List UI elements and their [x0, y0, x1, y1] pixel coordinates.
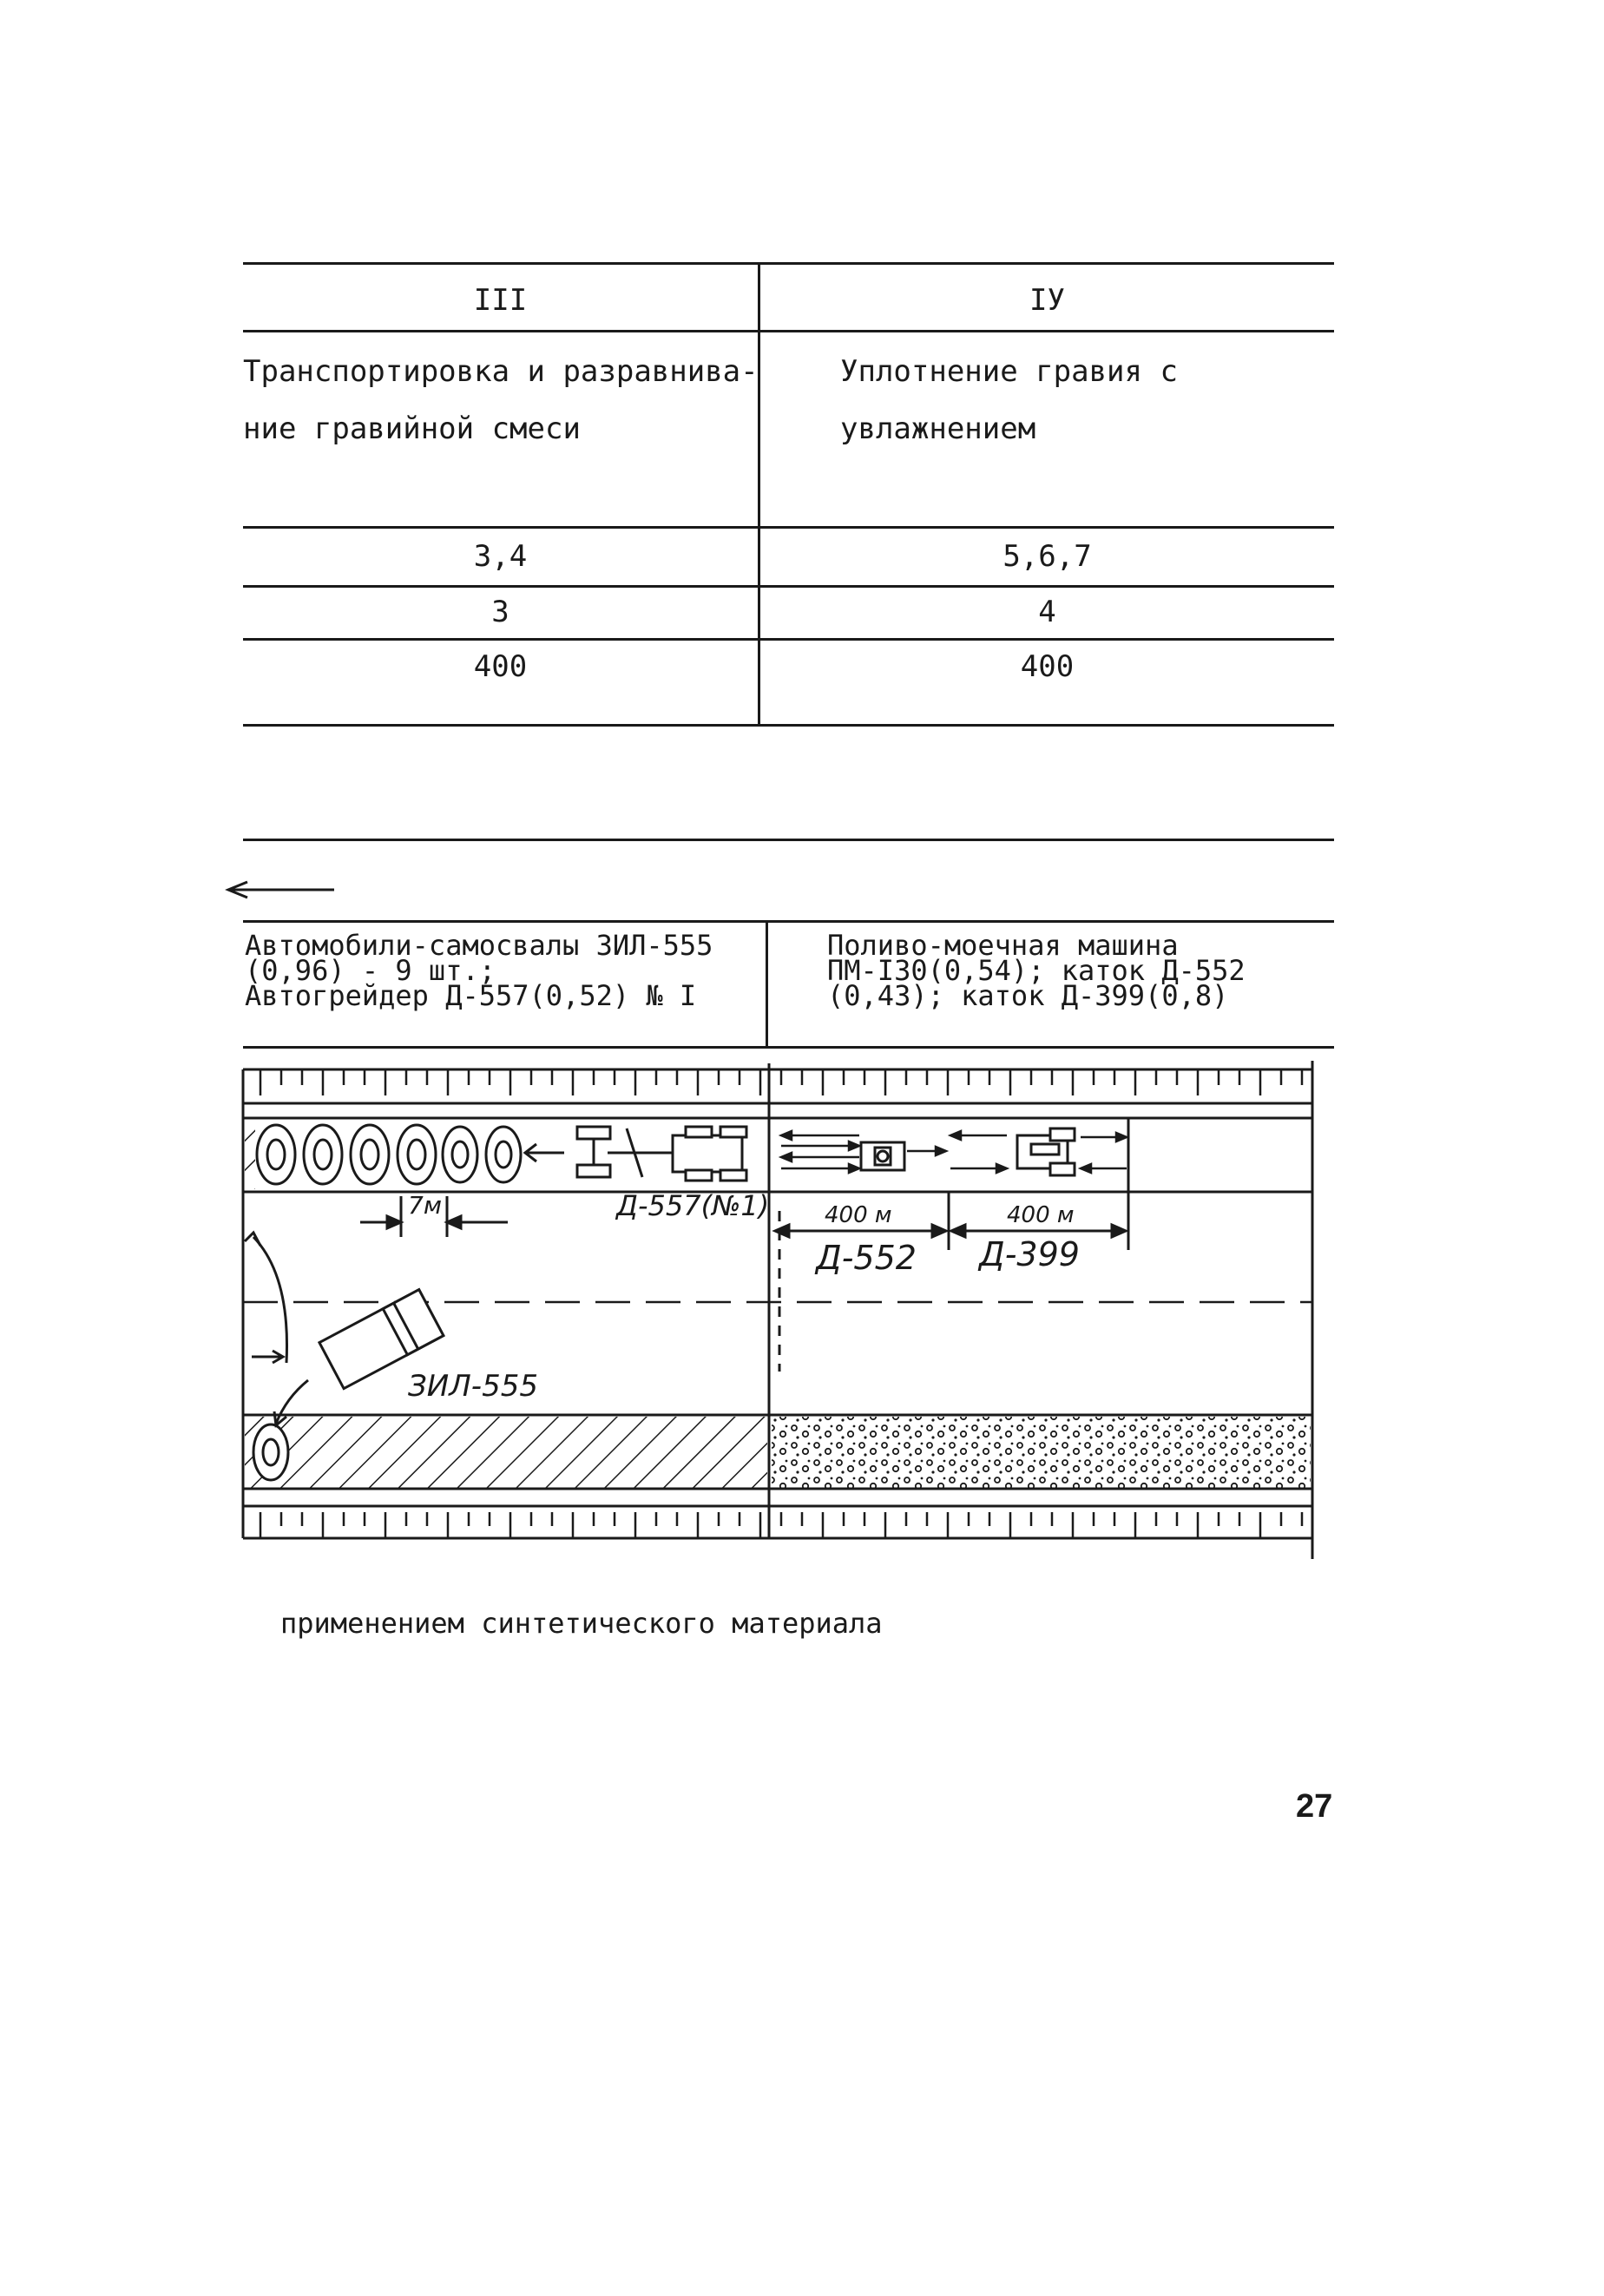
left-caption-line3: Автогрейдер Д-557(0,52) № I	[245, 979, 697, 1012]
table-cell: 5,6,7	[1002, 539, 1092, 574]
operation-iv-line2: увлажнением	[840, 411, 1036, 446]
table-cell: 3,4	[473, 539, 528, 574]
table-cell: 3	[491, 595, 509, 629]
right-caption-line2: ПМ-I30(0,54); каток Д-552	[827, 954, 1246, 987]
operation-iv-line1: Уплотнение гравия с	[840, 354, 1178, 389]
table-cell: 4	[1038, 595, 1056, 629]
turn-arrows	[245, 1233, 308, 1425]
operation-iii-line1: Транспортировка и разравнива-	[243, 354, 759, 389]
page-number: 27	[1296, 1788, 1333, 1825]
spacing-label: 7м	[408, 1191, 442, 1220]
distance-label-2: 400 м	[1007, 1202, 1075, 1228]
left-caption-line2: (0,96) - 9 шт.;	[245, 954, 496, 987]
roller-d552-label: Д-552	[816, 1239, 917, 1277]
distance-label-1: 400 м	[825, 1202, 892, 1228]
grader-icon	[525, 1127, 746, 1181]
grader-label: Д-557(№1)	[616, 1189, 770, 1222]
column-header-iii: III	[473, 283, 528, 318]
left-caption-line1: Автомобили-самосвалы ЗИЛ-555	[245, 929, 713, 962]
right-caption-line3: (0,43); каток Д-399(0,8)	[827, 979, 1229, 1012]
roller-d399-label: Д-399	[979, 1235, 1080, 1273]
table-cell: 400	[1020, 649, 1075, 684]
right-caption-line1: Поливо-моечная машина	[827, 929, 1179, 962]
column-header-iv: IУ	[1029, 283, 1065, 318]
truck-label: ЗИЛ-555	[408, 1369, 538, 1404]
table-cell: 400	[473, 649, 528, 684]
operation-iii-line2: ние гравийной смеси	[243, 411, 581, 446]
continuation-text: применением синтетического материала	[280, 1607, 883, 1640]
